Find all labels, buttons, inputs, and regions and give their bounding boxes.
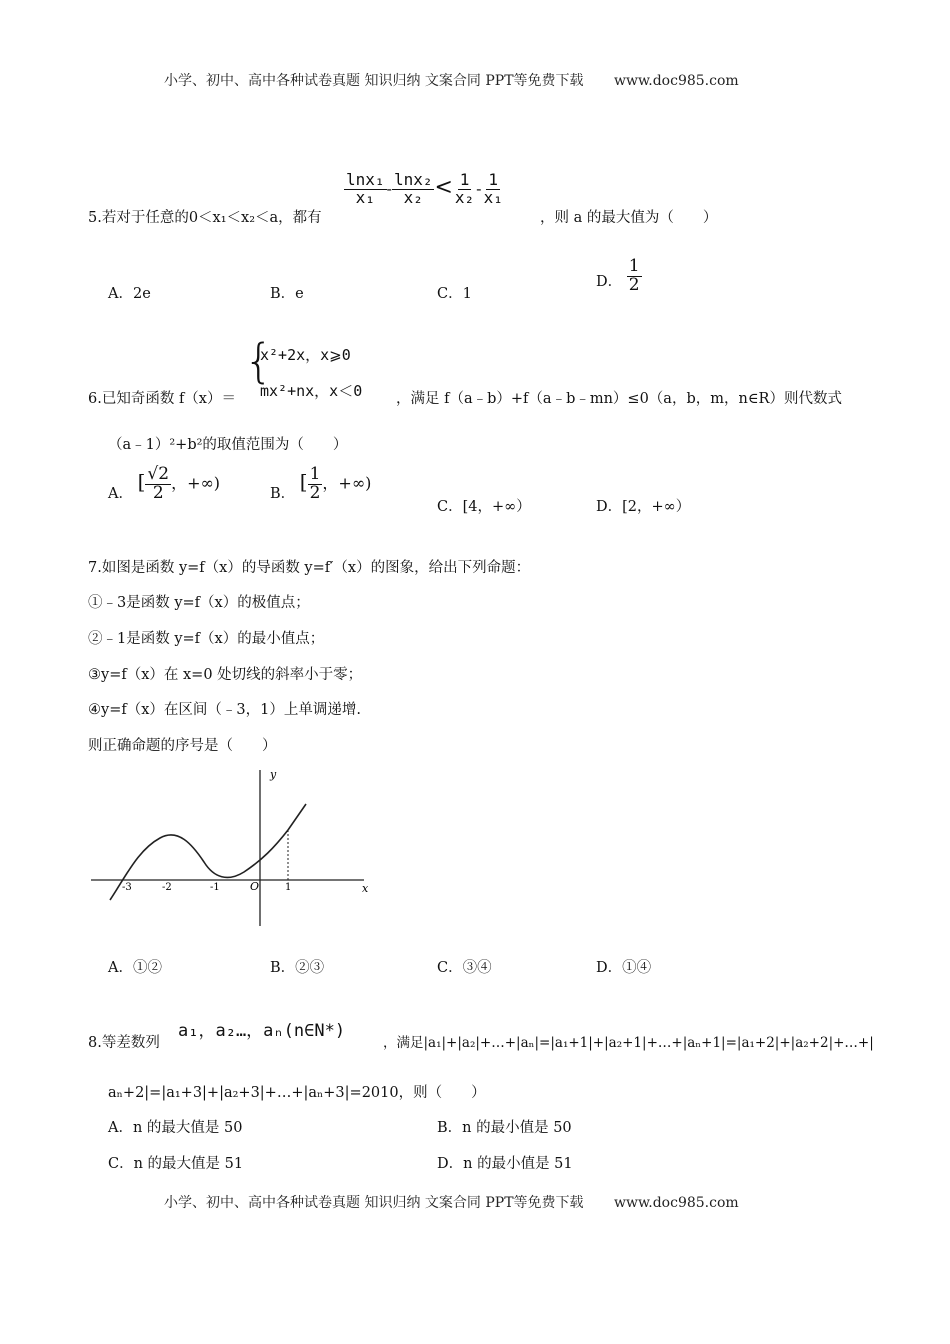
q6-line-2: （a﹣1）²+b²的取值范围为（ ） xyxy=(108,437,348,453)
q6-option-b-tail: ，+∞) xyxy=(322,473,372,493)
derivative-curve xyxy=(110,804,306,900)
footer-url[interactable]: www.doc985.com xyxy=(613,1195,739,1211)
q8-option-a[interactable]: A．n 的最大值是 50 xyxy=(108,1120,243,1136)
q6-case-1: x²+2x，x⩾0 xyxy=(260,346,351,364)
q6-option-b-label: B． xyxy=(270,486,296,503)
q5-minus-2: - xyxy=(476,178,482,198)
page-header xyxy=(164,70,739,90)
q6-option-b[interactable] xyxy=(270,466,371,503)
q6-option-a-tail: ，+∞) xyxy=(171,473,221,493)
q7-proposition-3: ③y=f（x）在 x=0 处切线的斜率小于零； xyxy=(88,667,363,683)
q8-suffix: ，满足|a₁|+|a₂|+…+|aₙ|=|a₁+1|+|a₂+1|+…+|aₙ+1|=|a₁+2|+|a₂+2|+…+| xyxy=(383,1035,874,1051)
q8-option-b[interactable]: B．n 的最小值是 50 xyxy=(437,1120,572,1136)
q6-option-b-frac: $\frac{1}{2}$ xyxy=(309,464,321,503)
q5-inequality xyxy=(344,172,505,207)
q7-option-d[interactable]: D．①④ xyxy=(596,960,652,976)
q5-frac-1: $\frac{\text{lnx₁}}{\text{x₁}}$ xyxy=(346,170,385,207)
q8-line-2: aₙ+2|=|a₁+3|+|a₂+3|+…+|aₙ+3|=2010，则（ ） xyxy=(108,1085,486,1101)
footer-text: 小学、初中、高中各种试卷真题 知识归纳 文案合同 PPT等免费下载 xyxy=(164,1195,584,1211)
tick-label-neg2: -2 xyxy=(162,882,172,893)
q7-option-a[interactable]: A．①② xyxy=(108,960,162,976)
q6-case-2: mx²+nx，x＜0 xyxy=(260,382,363,400)
header-url[interactable]: www.doc985.com xyxy=(613,73,739,89)
header-text: 小学、初中、高中各种试卷真题 知识归纳 文案合同 PPT等免费下载 xyxy=(164,73,584,89)
q6-option-c[interactable]: C．[4，+∞） xyxy=(437,499,531,515)
q8-option-d[interactable]: D．n 的最小值是 51 xyxy=(437,1156,573,1172)
q6-option-a-label: A． xyxy=(108,486,133,503)
q8-prefix: 8.等差数列 xyxy=(88,1035,160,1051)
q6-brace: { xyxy=(244,334,274,388)
q7-ask: 则正确命题的序号是（ ） xyxy=(88,738,277,754)
y-axis-label: y xyxy=(270,768,277,781)
q5-frac-4: $\frac{1}{\text{x₁}}$ xyxy=(483,170,503,207)
q6-option-a-open: [ xyxy=(137,469,146,494)
q8-option-c[interactable]: C．n 的最大值是 51 xyxy=(108,1156,244,1172)
q5-option-b[interactable]: B．e xyxy=(270,286,304,302)
q5-prefix: 5.若对于任意的0＜x₁＜x₂＜a，都有 xyxy=(88,210,322,226)
q6-piecewise xyxy=(244,334,363,400)
x-axis-label: x xyxy=(362,882,369,895)
q5-suffix: ，则 a 的最大值为（ ） xyxy=(540,210,718,226)
q6-option-b-open: [ xyxy=(299,469,308,494)
q7-derivative-graph xyxy=(86,764,386,934)
q6-option-a-frac: $\frac{√2}{2}$ xyxy=(147,464,170,503)
q5-minus-1: - xyxy=(386,178,392,198)
q6-option-a[interactable] xyxy=(108,466,220,503)
q8-sequence: a₁，a₂…，aₙ(n∈N*) xyxy=(178,1021,346,1041)
q5-option-a[interactable]: A．2e xyxy=(108,286,151,302)
q7-proposition-1: ①﹣3是函数 y=f（x）的极值点； xyxy=(88,595,310,611)
q5-option-d-label: D． xyxy=(596,274,623,291)
q7-option-b[interactable]: B．②③ xyxy=(270,960,325,976)
q6-prefix: 6.已知奇函数 f（x）＝ xyxy=(88,391,236,407)
q5-frac-2: $\frac{\text{lnx₂}}{\text{x₂}}$ xyxy=(393,170,433,207)
q7-proposition-2: ②﹣1是函数 y=f（x）的最小值点； xyxy=(88,631,325,647)
q5-option-d-frac: $\frac{1}{2}$ xyxy=(628,256,640,295)
page-footer xyxy=(164,1192,739,1212)
q5-option-d[interactable] xyxy=(596,258,642,295)
tick-label-neg3: -3 xyxy=(122,882,132,893)
q6-suffix: ，满足 f（a﹣b）+f（a﹣b﹣mn）≤0（a，b，m，n∈R）则代数式 xyxy=(396,391,842,407)
q5-frac-3: $\frac{1}{\text{x₂}}$ xyxy=(454,170,475,207)
q7-stem: 7.如图是函数 y=f（x）的导函数 y=f′（x）的图象，给出下列命题： xyxy=(88,560,531,576)
q6-option-d[interactable]: D．[2，+∞） xyxy=(596,499,691,515)
tick-label-neg1: -1 xyxy=(210,882,220,893)
tick-label-1: 1 xyxy=(285,882,292,893)
q7-option-c[interactable]: C．③④ xyxy=(437,960,492,976)
q5-lt: < xyxy=(434,174,453,200)
q5-option-c[interactable]: C．1 xyxy=(437,286,472,302)
origin-label: O xyxy=(250,880,260,893)
q7-proposition-4: ④y=f（x）在区间（﹣3，1）上单调递增. xyxy=(88,702,361,718)
